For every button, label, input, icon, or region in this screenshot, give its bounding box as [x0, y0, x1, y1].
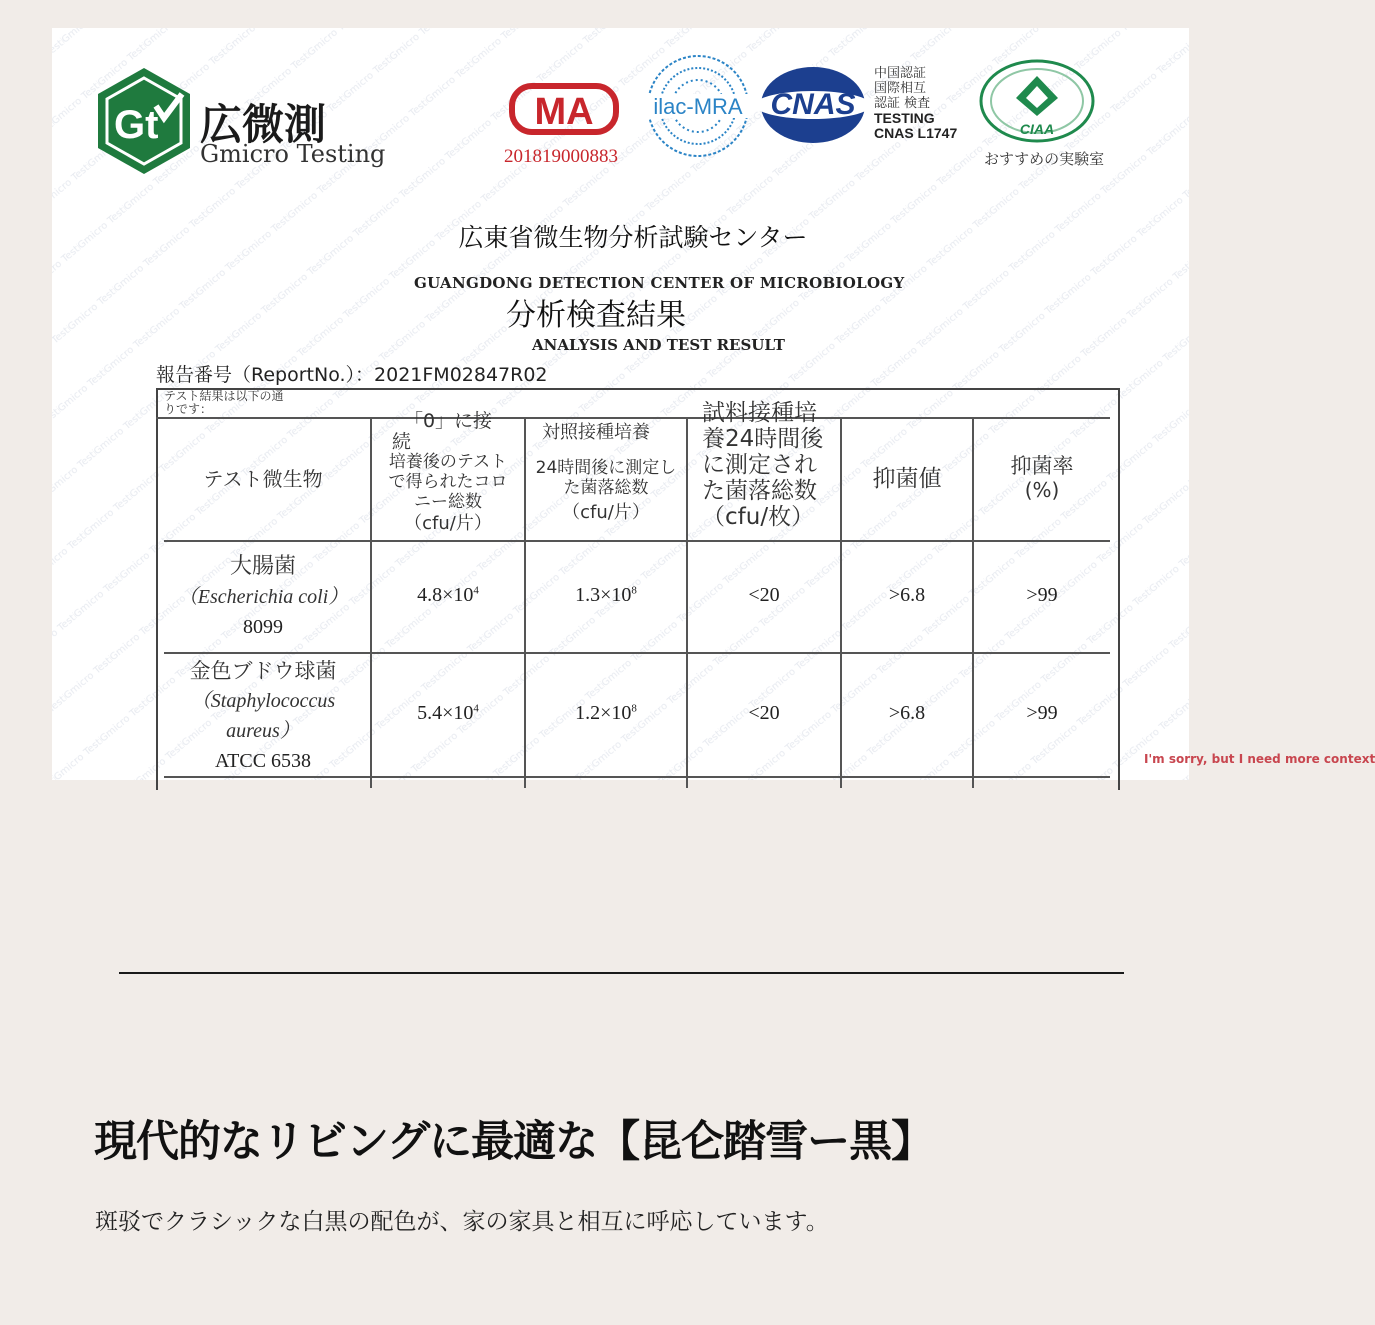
organism-name: 金色ブドウ球菌: [189, 659, 337, 683]
cnas-testing: TESTING: [874, 110, 935, 126]
center-name-en: GUANGDONG DETECTION CENTER OF MICROBIOLOGY: [414, 274, 905, 292]
result-title: 分析検査結果: [506, 298, 686, 333]
row-ecoli-initial: [372, 584, 524, 607]
table-rule: [164, 776, 1110, 778]
table-note: テスト結果は以下の通りです：: [164, 389, 284, 416]
cnas-description: [874, 66, 957, 141]
ciaa-label: おすすめの実験室: [984, 150, 1105, 168]
header-initial-count: [372, 410, 524, 536]
cnas-line-2: 国際相互: [874, 81, 927, 96]
row-ecoli-control: [526, 584, 686, 607]
header-sample-count: 試料接種培養24時間後に測定された菌落総数（cfu/枚）: [702, 400, 824, 530]
value-base: 1.2×10: [575, 702, 632, 724]
header-initial-count-line-2: 続: [392, 431, 412, 453]
cma-number: 201819000883: [504, 146, 618, 167]
value-base: 5.4×10: [417, 702, 474, 724]
product-description: 斑驳でクラシックな白黒の配色が、家の家具と相互に呼応しています。: [95, 1209, 829, 1235]
header-control-count-line-2: 24時間後に測定した菌落総数: [535, 458, 677, 498]
clipped-overlay-text: I'm sorry, but I need more context: [1144, 752, 1375, 766]
row-saureus-sample: <20: [748, 702, 780, 724]
svg-text:CIAA: CIAA: [1019, 121, 1055, 137]
organism-latin: （Staphylococcus: [190, 690, 336, 712]
header-control-count: [526, 422, 686, 528]
header-inhibition-value: 抑菌値: [872, 466, 942, 492]
header-inhibition-rate-unit: (%): [1024, 478, 1060, 502]
row-ecoli-inhibition-value: >6.8: [888, 584, 926, 606]
header-initial-count-unit: （cfu/片）: [404, 513, 492, 534]
organism-name: 大腸菌: [229, 554, 296, 579]
svg-text:ilac-MRA: ilac-MRA: [653, 94, 743, 119]
ciaa-logo-icon: [978, 58, 1096, 144]
cnas-line-1: 中国認証: [874, 66, 927, 81]
header-test-organism: テスト微生物: [203, 467, 323, 491]
brand-name-en: Gmicro Testing: [200, 140, 386, 168]
cnas-code: CNAS L1747: [874, 125, 958, 141]
gtt-logo-icon: [94, 66, 194, 176]
value-base: 1.3×10: [575, 584, 632, 606]
product-headline: 現代的なリビングに最適な【昆仑踏雪ー黒】: [94, 1117, 934, 1167]
organism-latin-2: aureus）: [226, 720, 300, 742]
header-inhibition-rate: [974, 454, 1110, 502]
svg-text:Gt: Gt: [114, 103, 159, 147]
organism-strain: ATCC 6538: [214, 750, 312, 772]
value-exponent: 8: [631, 584, 637, 597]
cnas-logo-icon: [758, 64, 868, 146]
row-saureus-control: [526, 702, 686, 725]
row-ecoli-inhibition-rate: >99: [1026, 584, 1058, 606]
table-rule: [156, 417, 1110, 419]
header-control-count-unit: （cfu/片）: [562, 502, 650, 523]
header-control-count-line-1: 対照接種培養: [542, 422, 650, 443]
test-report-image: [52, 28, 1189, 780]
value-exponent: 4: [473, 702, 479, 715]
cnas-line-3: 認証 検査: [874, 96, 931, 111]
result-table: [156, 388, 1118, 788]
value-base: 4.8×10: [417, 584, 474, 606]
svg-text:MA: MA: [534, 91, 594, 133]
header-initial-count-line-3: 培養後のテストで得られたコロニー総数: [388, 452, 508, 512]
row-saureus-organism: [156, 656, 370, 776]
brand-name-cn: 広微測: [200, 100, 327, 149]
row-ecoli-organism: [156, 552, 370, 642]
header-inhibition-rate-label: 抑菌率: [1010, 454, 1074, 478]
ilac-mra-logo-icon: [644, 50, 752, 160]
row-ecoli-sample: <20: [748, 584, 780, 606]
organism-latin: （Escherichia coli）: [177, 586, 349, 608]
center-name: 広東省微生物分析試験センター: [458, 223, 808, 252]
table-rule: [164, 652, 1110, 654]
header-initial-count-line-1: 「0」に接: [403, 410, 493, 432]
result-title-en: ANALYSIS AND TEST RESULT: [532, 336, 785, 354]
row-saureus-inhibition-rate: >99: [1026, 702, 1058, 724]
section-divider: [119, 972, 1124, 974]
row-saureus-inhibition-value: >6.8: [888, 702, 926, 724]
report-number: 報告番号（ReportNo.）：2021FM02847R02: [156, 364, 548, 386]
value-exponent: 8: [631, 702, 637, 715]
organism-strain: 8099: [243, 616, 283, 638]
table-rule: [164, 540, 1110, 542]
value-exponent: 4: [473, 584, 479, 597]
svg-text:CNAS: CNAS: [770, 88, 856, 121]
cma-logo-icon: [510, 80, 618, 138]
row-saureus-initial: [372, 702, 524, 725]
